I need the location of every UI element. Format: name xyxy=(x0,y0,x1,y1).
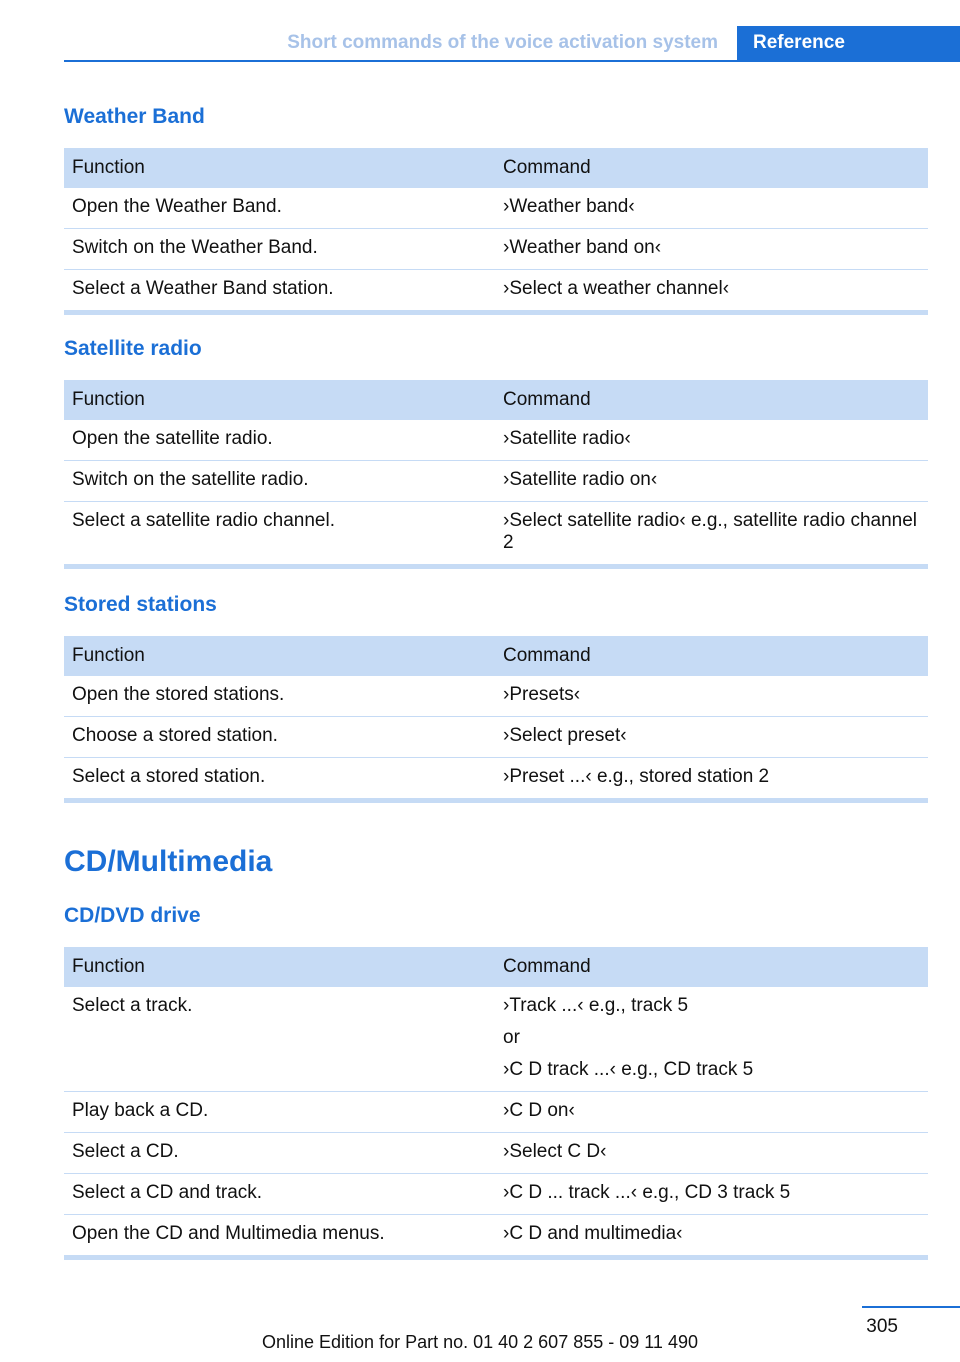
chapter-heading-cd-multimedia: CD/Multimedia xyxy=(64,845,273,878)
table-row xyxy=(64,1174,928,1215)
column-header-function: Function xyxy=(64,947,495,987)
table-header-row xyxy=(64,148,928,188)
table-row xyxy=(64,1215,928,1258)
function-cell: Select a Weather Band station. xyxy=(64,270,495,313)
command-cell: ›C D ... track ...‹ e.g., CD 3 track 5 xyxy=(495,1174,928,1215)
command-cell: ›Select satellite radio‹ e.g., satellite radio channel 2 xyxy=(495,502,928,567)
header-rule xyxy=(64,60,737,62)
column-header-command: Command xyxy=(495,148,928,188)
column-header-function: Function xyxy=(64,636,495,676)
table-header-row xyxy=(64,636,928,676)
command-cell: ›C D and multimedia‹ xyxy=(495,1215,928,1258)
section-heading-satellite-radio: Satellite radio xyxy=(64,337,202,360)
running-header-title: Short commands of the voice activation system xyxy=(287,32,718,53)
command-cell: ›C D on‹ xyxy=(495,1092,928,1133)
chapter-tab: Reference xyxy=(737,26,960,62)
column-header-function: Function xyxy=(64,380,495,420)
command-cell: ›Weather band‹ xyxy=(495,188,928,229)
command-cell: ›Satellite radio‹ xyxy=(495,420,928,461)
edition-footer: Online Edition for Part no. 01 40 2 607 855 - 09 11 490 xyxy=(262,1332,698,1352)
command-cell: ›Satellite radio on‹ xyxy=(495,461,928,502)
table-row xyxy=(64,229,928,270)
command-cell: ›Select a weather channel‹ xyxy=(495,270,928,313)
page-number: 305 xyxy=(866,1316,898,1337)
command-cell: ›Select C D‹ xyxy=(495,1133,928,1174)
command-text: ›Track ...‹ e.g., track 5 xyxy=(503,995,689,1016)
function-cell: Switch on the satellite radio. xyxy=(64,461,495,502)
table-row xyxy=(64,420,928,461)
table-row xyxy=(64,1092,928,1133)
table-header-row xyxy=(64,947,928,987)
table-row xyxy=(64,1133,928,1174)
section-heading-cd-dvd-drive: CD/DVD drive xyxy=(64,904,201,927)
command-cell: ›Presets‹ xyxy=(495,676,928,717)
command-cell: ›Preset ...‹ e.g., stored station 2 xyxy=(495,758,928,801)
column-header-function: Function xyxy=(64,148,495,188)
function-cell: Play back a CD. xyxy=(64,1092,495,1133)
section-heading-stored-stations: Stored stations xyxy=(64,593,217,616)
table-row xyxy=(64,502,928,567)
function-cell: Select a CD. xyxy=(64,1133,495,1174)
function-cell: Select a stored station. xyxy=(64,758,495,801)
command-cell: ›Select preset‹ xyxy=(495,717,928,758)
stored-stations-table xyxy=(64,636,928,803)
function-cell: Open the Weather Band. xyxy=(64,188,495,229)
function-cell: Select a track. xyxy=(64,987,495,1092)
satellite-radio-table xyxy=(64,380,928,569)
command-or-text: or xyxy=(503,1027,520,1048)
table-row xyxy=(64,270,928,313)
table-row xyxy=(64,188,928,229)
function-cell: Open the CD and Multimedia menus. xyxy=(64,1215,495,1258)
function-cell: Select a CD and track. xyxy=(64,1174,495,1215)
function-cell: Open the stored stations. xyxy=(64,676,495,717)
table-row xyxy=(64,717,928,758)
cd-dvd-drive-table xyxy=(64,947,928,1260)
function-cell: Choose a stored station. xyxy=(64,717,495,758)
command-cell xyxy=(495,987,928,1092)
command-cell: ›Weather band on‹ xyxy=(495,229,928,270)
weather-band-table xyxy=(64,148,928,315)
command-alt-text: ›C D track ...‹ e.g., CD track 5 xyxy=(503,1059,754,1080)
function-cell: Select a satellite radio channel. xyxy=(64,502,495,567)
table-row xyxy=(64,676,928,717)
table-row xyxy=(64,987,928,1092)
column-header-command: Command xyxy=(495,947,928,987)
table-row xyxy=(64,758,928,801)
column-header-command: Command xyxy=(495,380,928,420)
section-heading-weather-band: Weather Band xyxy=(64,105,205,128)
page-number-rule xyxy=(862,1306,960,1308)
table-header-row xyxy=(64,380,928,420)
function-cell: Switch on the Weather Band. xyxy=(64,229,495,270)
function-cell: Open the satellite radio. xyxy=(64,420,495,461)
table-row xyxy=(64,461,928,502)
column-header-command: Command xyxy=(495,636,928,676)
